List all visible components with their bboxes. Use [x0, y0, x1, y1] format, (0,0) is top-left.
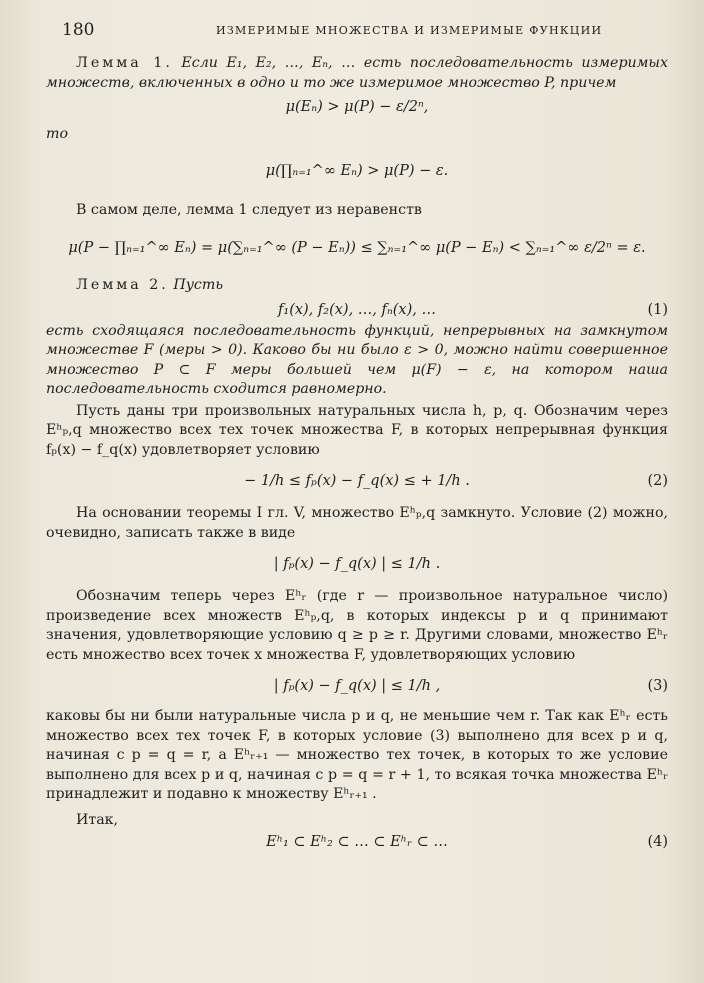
formula-2: − 1/h ≤ fₚ(x) − f_q(x) ≤ + 1/h . [244, 473, 470, 489]
lemma2-statement: есть сходящаяся последовательность функций, непрерывных на замкнутом множестве F (меры > 0). Каково бы ни было ε > 0, можно найти совершенное множество P ⊂ F меры большей чем μ(F) − ε, на котором наша последовательность сходится равномерно. [46, 322, 668, 397]
formula-product-measure: μ(∏ₙ₌₁^∞ Eₙ) > μ(P) − ε. [265, 162, 449, 179]
lemma1-statement: Лемма 1. Если E₁, E₂, …, Eₙ, … есть последовательность измеримых множеств, включенных в одно и то же измеримое множество P, причем [46, 55, 668, 91]
equation-number-2: (2) [647, 473, 668, 489]
running-header [46, 20, 668, 46]
formula-4-row [46, 830, 668, 854]
formula-proof-chain: μ(P − ∏ₙ₌₁^∞ Eₙ) = μ(∑ₙ₌₁^∞ (P − Eₙ)) ≤ ∑ₙ₌₁^∞ μ(P − Eₙ) < ∑ₙ₌₁^∞ ε/2ⁿ = ε. [68, 240, 646, 256]
lemma1-hypothesis-formula [46, 99, 668, 123]
lemma2-lead: Лемма 2. Пусть [76, 277, 224, 293]
page-number: 180 [62, 20, 95, 40]
proof-paragraph-4: каковы бы ни были натуральные числа p и q, не меньшие чем r. Так как Eʰᵣ есть множество всех тех точек F, в которых условие (3) выполнено для всех p и q, начиная с p = q = r, а Eʰᵣ₊₁ — множество тех точек, в которых то же условие выполнено для всех p и q, начиная с p = q = r + 1, то всякая точка множества Eʰᵣ принадлежит и подавно к множеству Eʰᵣ₊₁ . [46, 708, 668, 802]
proof-paragraph-1: Пусть даны три произвольных натуральных числа h, p, q. Обозначим через Eʰₚ,q множество всех тех точек множества F, в которых непрерывная функция fₚ(x) − f_q(x) удовлетворяет условию [46, 402, 668, 458]
proof-paragraph-3: Обозначим теперь через Eʰᵣ (где r — произвольное натуральное число) произведение всех множеств Eʰₚ,q, в которых индексы p и q принимают значения, удовлетворяющие условию q ≥ p ≥ r. Другими словами, множество Eʰᵣ есть множество всех точек x множества F, удовлетворяющих условию [46, 588, 668, 663]
lemma1-conclusion-formula [46, 147, 668, 195]
equation-number-4: (4) [647, 834, 668, 850]
formula-abs-row [46, 549, 668, 579]
formula-2-row [46, 466, 668, 496]
formula-3-row [46, 671, 668, 701]
to-word: то [46, 126, 68, 142]
formula-4: Eʰ₁ ⊂ Eʰ₂ ⊂ … ⊂ Eʰᵣ ⊂ … [266, 834, 448, 850]
equation-number-1: (1) [647, 301, 668, 318]
lemma1-proof-intro: В самом деле, лемма 1 следует из неравенств [76, 201, 422, 218]
lemma2-label: Лемма 2. [76, 277, 169, 293]
running-title: ИЗМЕРИМЫЕ МНОЖЕСТВА И ИЗМЕРИМЫЕ ФУНКЦИИ [216, 24, 603, 37]
formula-sequence: f₁(x), f₂(x), …, fₙ(x), … [278, 301, 436, 318]
formula-mu-En: μ(Eₙ) > μ(P) − ε/2ⁿ, [285, 99, 429, 115]
proof-paragraph-2: На основании теоремы I гл. V, множество Eʰₚ,q замкнуто. Условие (2) можно, очевидно, записать также в виде [46, 505, 668, 541]
lemma2-sequence-formula [46, 298, 668, 322]
lemma1-proof-formula [46, 224, 668, 272]
lemma1-label: Лемма 1. [76, 55, 173, 71]
itak-word: Итак, [76, 811, 119, 828]
formula-3: | fₚ(x) − f_q(x) | ≤ 1/h , [273, 678, 441, 694]
equation-number-3: (3) [647, 678, 668, 694]
formula-abs: | fₚ(x) − f_q(x) | ≤ 1/h . [273, 556, 441, 572]
